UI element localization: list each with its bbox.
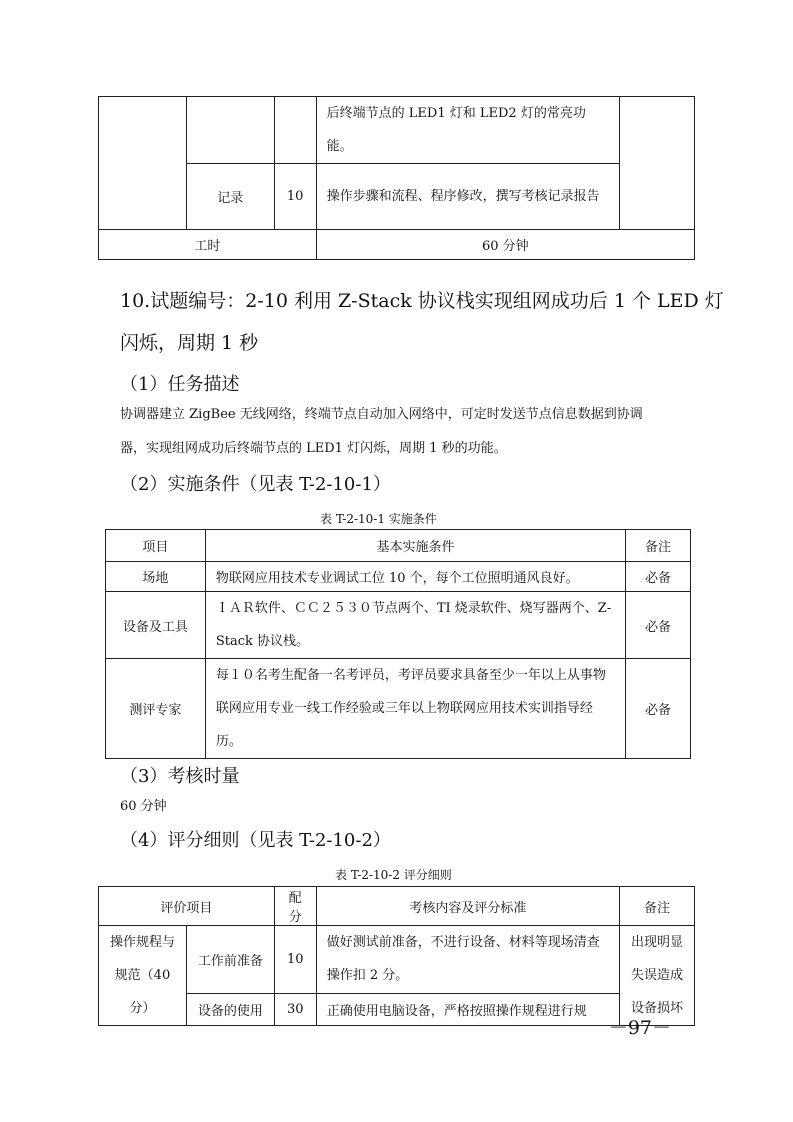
table-header: 考核内容及评分标准	[316, 887, 619, 926]
task-description-line: 器，实现组网成功后终端节点的 LED1 灯闪烁，周期 1 秒的功能。	[120, 441, 507, 456]
table-caption: 表 T-2-10-2 评分细则	[335, 868, 452, 882]
table-cell: 10	[274, 926, 316, 994]
question-heading: 10.试题编号：2-10 利用 Z-Stack 协议栈实现组网成功后 1 个 LED 灯	[120, 290, 724, 312]
table-cell: 工作前准备	[186, 926, 274, 994]
table-cell: 操作规程与规范（40 分）	[99, 926, 187, 1026]
table-header: 备注	[620, 887, 695, 926]
table-cell: 做好测试前准备，不进行设备、材料等现场清查操作扣 2 分。	[316, 926, 619, 994]
duration-value: 60 分钟	[120, 799, 167, 814]
table-cell: 设备及工具	[106, 592, 206, 659]
table-header: 评价项目	[99, 887, 275, 926]
table-cell: 必备	[626, 659, 691, 759]
task-description-line: 协调器建立 ZigBee 无线网络，终端节点自动加入网络中，可定时发送节点信息数据到协调	[120, 407, 643, 422]
table-cell	[186, 97, 274, 164]
table-header: 配分	[274, 887, 316, 926]
page-number: －97－	[608, 1017, 671, 1039]
section-title-conditions: （2）实施条件（见表 T-2-10-1）	[120, 474, 391, 495]
table-cell	[620, 97, 695, 230]
table-cell: 测评专家	[106, 659, 206, 759]
work-hours-value: 60 分钟	[316, 230, 694, 260]
table-cell: 场地	[106, 562, 206, 592]
scoring-table	[98, 886, 695, 1026]
work-hours-label: 工时	[99, 230, 317, 260]
table-caption: 表 T-2-10-1 实施条件	[320, 512, 437, 526]
table-cell	[274, 97, 316, 164]
table-cell: 出现明显失误造成设备损坏	[620, 926, 695, 1026]
table-header: 基本实施条件	[205, 530, 625, 562]
table-cell: 30	[274, 993, 316, 1025]
table-header: 项目	[106, 530, 206, 562]
table-cell	[99, 97, 187, 230]
table-cell: 后终端节点的 LED1 灯和 LED2 灯的常亮功能。	[316, 97, 619, 164]
table-cell: 正确使用电脑设备，严格按照操作规程进行规	[316, 993, 619, 1025]
table-cell: 操作步骤和流程、程序修改，撰写考核记录报告	[316, 164, 619, 230]
table-cell: ＩＡＲ软件、ＣＣ２５３０节点两个、TI 烧录软件、烧写器两个、Z-Stack 协议栈。	[205, 592, 625, 659]
question-heading-cont: 闪烁，周期 1 秒	[120, 332, 259, 354]
scoring-table-continued	[98, 96, 695, 260]
table-cell: 设备的使用	[186, 993, 274, 1025]
table-header: 备注	[626, 530, 691, 562]
conditions-table	[105, 529, 691, 759]
table-cell: 必备	[626, 562, 691, 592]
section-title-scoring: （4）评分细则（见表 T-2-10-2）	[120, 830, 391, 851]
section-title-duration: （3）考核时量	[120, 766, 240, 787]
table-cell: 10	[274, 164, 316, 230]
table-cell: 记录	[186, 164, 274, 230]
table-cell: 每１０名考生配备一名考评员，考评员要求具备至少一年以上从事物联网应用专业一线工作经验或三年以上物联网应用技术实训指导经历。	[205, 659, 625, 759]
section-title-task: （1）任务描述	[120, 374, 240, 395]
table-cell: 物联网应用技术专业调试工位 10 个，每个工位照明通风良好。	[205, 562, 625, 592]
table-cell: 必备	[626, 592, 691, 659]
